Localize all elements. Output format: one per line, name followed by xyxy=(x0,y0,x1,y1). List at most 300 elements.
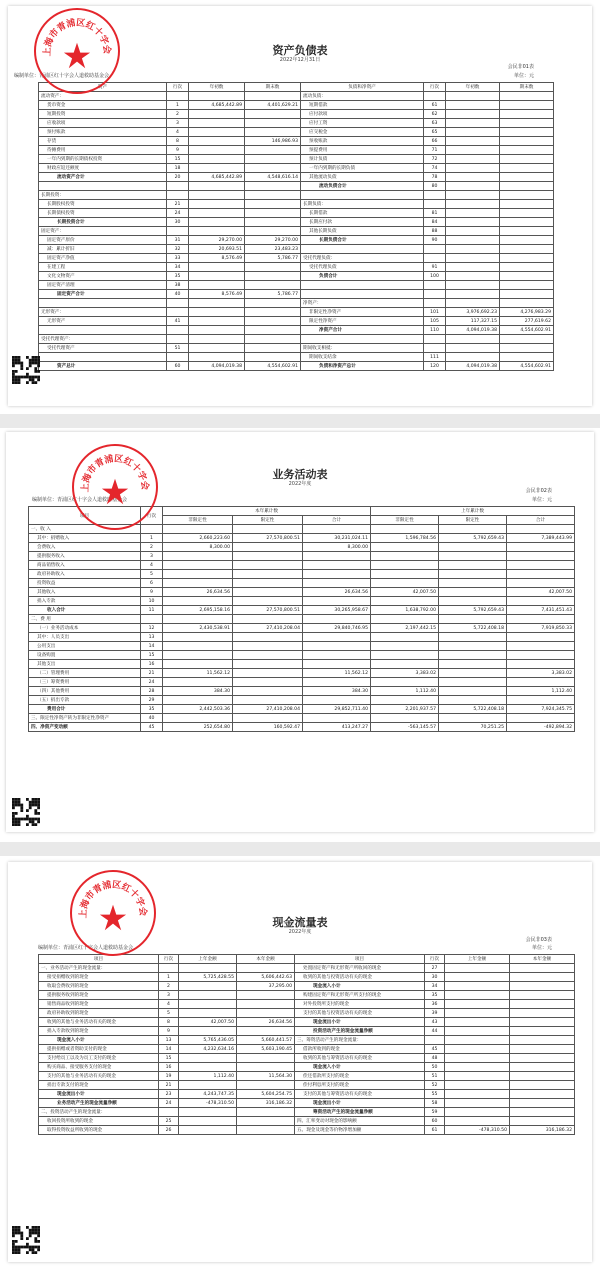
table-cell: 160,592.47 xyxy=(233,723,303,732)
table-cell xyxy=(446,353,500,362)
table-cell xyxy=(189,128,245,137)
table-cell xyxy=(507,543,575,552)
table-cell: 5 xyxy=(159,1009,179,1018)
table-cell: 5,765,436.05 xyxy=(179,1036,237,1045)
table-cell: 5,722,408.18 xyxy=(439,705,507,714)
table-cell xyxy=(237,1000,295,1009)
table-row xyxy=(39,353,554,362)
table-cell: 384.30 xyxy=(303,687,371,696)
table-row xyxy=(39,362,554,371)
table-cell xyxy=(163,570,233,579)
table-cell xyxy=(233,588,303,597)
table-cell: 长期应付款 xyxy=(301,218,424,227)
table-cell: 现金流出小计 xyxy=(39,1090,159,1099)
table-cell xyxy=(159,964,179,973)
col-header: 行次 xyxy=(159,955,179,964)
table-cell: 15 xyxy=(159,1054,179,1063)
seal-graphic xyxy=(36,10,118,92)
table-cell xyxy=(445,1036,510,1045)
table-cell: 长期债权投资 xyxy=(39,209,167,218)
table-cell xyxy=(445,1072,510,1081)
table-cell xyxy=(500,119,554,128)
table-cell xyxy=(439,660,507,669)
table-cell: 限定性净资产 xyxy=(301,317,424,326)
table-cell xyxy=(439,552,507,561)
table-cell: -563,145.57 xyxy=(371,723,439,732)
table-cell: 一、收 入 xyxy=(29,525,141,534)
table-cell xyxy=(446,110,500,119)
table-cell xyxy=(245,227,301,236)
table-cell: 13 xyxy=(141,633,163,642)
table-cell: 政府补助收到的现金 xyxy=(39,1009,159,1018)
table-cell: 58 xyxy=(425,1099,445,1108)
table-cell xyxy=(371,570,439,579)
table-row xyxy=(39,110,554,119)
table-cell xyxy=(179,964,237,973)
table-cell: 24 xyxy=(159,1099,179,1108)
table-cell: 借款所收到的现金 xyxy=(295,1045,425,1054)
table-cell xyxy=(510,991,575,1000)
table-cell xyxy=(233,642,303,651)
cashflow-statement-table xyxy=(38,954,575,1135)
table-cell: 4,094,019.38 xyxy=(446,362,500,371)
table-cell xyxy=(446,299,500,308)
table-cell: 受托代理资产： xyxy=(39,335,167,344)
table-row xyxy=(39,209,554,218)
table-cell: 35 xyxy=(167,272,189,281)
table-cell: 减：累计折旧 xyxy=(39,245,167,254)
table-cell xyxy=(245,317,301,326)
col-header: 负债和净资产 xyxy=(301,83,424,92)
table-cell xyxy=(301,335,424,344)
table-cell xyxy=(424,191,446,200)
table-cell xyxy=(500,173,554,182)
table-cell: 一、业务活动产生的现金流量： xyxy=(39,964,159,973)
table-cell xyxy=(237,1054,295,1063)
table-cell: 80 xyxy=(424,182,446,191)
table-cell xyxy=(510,1018,575,1027)
table-cell: 33 xyxy=(167,254,189,263)
table-cell: 收入合计 xyxy=(29,606,141,615)
table-cell: 存货 xyxy=(39,137,167,146)
table-row xyxy=(39,245,554,254)
table-cell xyxy=(510,1009,575,1018)
table-row xyxy=(29,543,575,552)
table-cell xyxy=(445,1018,510,1027)
table-cell: 现金流入小计 xyxy=(39,1036,159,1045)
table-cell: 30 xyxy=(425,973,445,982)
table-row xyxy=(29,552,575,561)
table-row xyxy=(39,155,554,164)
table-cell xyxy=(371,696,439,705)
table-cell: 受托代理负债 xyxy=(301,263,424,272)
table-cell xyxy=(445,1063,510,1072)
seal-text: 上海市青浦区红十字会 xyxy=(42,18,112,57)
table-cell xyxy=(189,281,245,290)
table-cell: 8,576.49 xyxy=(189,254,245,263)
table-cell xyxy=(371,597,439,606)
table-cell xyxy=(179,1000,237,1009)
table-cell: 2 xyxy=(167,110,189,119)
table-cell xyxy=(179,1054,237,1063)
activity-statement-title: 业务活动表 xyxy=(272,468,328,481)
table-cell xyxy=(167,326,189,335)
balance-sheet-form-no: 会民非01表 xyxy=(507,64,534,70)
table-cell: 23,483.23 xyxy=(245,245,301,254)
table-cell xyxy=(500,245,554,254)
table-cell xyxy=(446,119,500,128)
table-cell xyxy=(500,344,554,353)
table-cell: 26,634.56 xyxy=(163,588,233,597)
table-row xyxy=(39,1126,575,1135)
table-cell xyxy=(189,299,245,308)
table-cell: 30,231,024.11 xyxy=(303,534,371,543)
seal-text: 上海市青浦区红十字会 xyxy=(80,454,150,493)
table-row xyxy=(29,597,575,606)
table-cell: 购买商品、接受服务支付的现金 xyxy=(39,1063,159,1072)
table-cell xyxy=(445,1054,510,1063)
table-cell xyxy=(446,200,500,209)
table-cell xyxy=(245,128,301,137)
table-cell xyxy=(446,92,500,101)
table-row xyxy=(39,254,554,263)
table-cell: 5,604,254.75 xyxy=(237,1090,295,1099)
col-header: 年初数 xyxy=(446,83,500,92)
table-cell xyxy=(446,263,500,272)
table-cell xyxy=(237,991,295,1000)
table-row xyxy=(29,624,575,633)
table-row xyxy=(29,723,575,732)
table-row xyxy=(39,1099,575,1108)
table-cell: 63 xyxy=(424,119,446,128)
table-cell xyxy=(439,561,507,570)
table-cell: 5,786.77 xyxy=(245,290,301,299)
table-row xyxy=(29,642,575,651)
col-header: 行次 xyxy=(424,83,446,92)
table-row xyxy=(39,200,554,209)
table-cell: 29,270.00 xyxy=(189,236,245,245)
table-cell xyxy=(371,525,439,534)
table-cell: 27 xyxy=(425,964,445,973)
table-cell: 捐出专款支付的现金 xyxy=(39,1081,159,1090)
table-cell: 14 xyxy=(159,1045,179,1054)
table-cell xyxy=(245,263,301,272)
table-cell xyxy=(189,191,245,200)
table-cell: 长期负债： xyxy=(301,200,424,209)
table-cell: 81 xyxy=(424,209,446,218)
table-cell xyxy=(371,660,439,669)
table-cell xyxy=(159,1108,179,1117)
table-cell: 2 xyxy=(159,982,179,991)
table-row xyxy=(29,579,575,588)
table-cell xyxy=(233,660,303,669)
table-cell: 66 xyxy=(424,137,446,146)
table-cell: 销售商品收到的现金 xyxy=(39,1000,159,1009)
table-cell xyxy=(189,92,245,101)
table-cell xyxy=(445,973,510,982)
table-cell: 投资收益 xyxy=(29,579,141,588)
table-cell xyxy=(245,353,301,362)
table-cell: 1,596,784.56 xyxy=(371,534,439,543)
table-row xyxy=(39,317,554,326)
table-cell xyxy=(510,982,575,991)
table-cell: 捐入专款 xyxy=(29,597,141,606)
table-cell: 2,660,223.60 xyxy=(163,534,233,543)
table-cell: 费用合计 xyxy=(29,705,141,714)
table-cell xyxy=(163,696,233,705)
table-cell: 长期借款 xyxy=(301,209,424,218)
table-cell xyxy=(303,678,371,687)
table-cell xyxy=(500,227,554,236)
table-cell xyxy=(500,191,554,200)
table-cell xyxy=(446,245,500,254)
table-cell: 37,295.00 xyxy=(237,982,295,991)
table-cell xyxy=(371,651,439,660)
table-cell: 受托代理资产 xyxy=(39,344,167,353)
table-cell xyxy=(510,1036,575,1045)
table-cell: 90 xyxy=(424,236,446,245)
table-row xyxy=(39,1117,575,1126)
red-seal-stamp xyxy=(34,8,120,94)
table-cell xyxy=(237,1108,295,1117)
table-cell: 4,243,747.35 xyxy=(179,1090,237,1099)
table-cell: 1,638,792.00 xyxy=(371,606,439,615)
table-cell xyxy=(439,669,507,678)
table-cell xyxy=(439,579,507,588)
table-cell xyxy=(167,92,189,101)
table-cell: 8 xyxy=(159,1018,179,1027)
table-cell: 29,840,746.95 xyxy=(303,624,371,633)
table-cell: 其他长期负债 xyxy=(301,227,424,236)
table-cell: 货币资金 xyxy=(39,101,167,110)
table-row xyxy=(39,191,554,200)
table-cell xyxy=(245,200,301,209)
table-cell xyxy=(303,570,371,579)
table-cell: 32 xyxy=(167,245,189,254)
table-cell xyxy=(245,155,301,164)
table-cell xyxy=(445,1081,510,1090)
table-cell: 3,383.02 xyxy=(507,669,575,678)
table-cell: 27,570,800.51 xyxy=(233,606,303,615)
table-cell: 14 xyxy=(141,642,163,651)
table-cell: 长期投资合计 xyxy=(39,218,167,227)
table-cell: （二）管理费用 xyxy=(29,669,141,678)
table-cell xyxy=(163,678,233,687)
col-prior-restricted: 限定性 xyxy=(439,516,507,525)
table-cell xyxy=(424,299,446,308)
table-cell xyxy=(445,991,510,1000)
table-cell xyxy=(439,597,507,606)
table-row xyxy=(39,344,554,353)
table-cell xyxy=(237,1009,295,1018)
table-cell xyxy=(233,615,303,624)
col-header: 项目 xyxy=(295,955,425,964)
col-restricted: 限定性 xyxy=(233,516,303,525)
table-row xyxy=(39,290,554,299)
table-cell xyxy=(39,353,167,362)
table-cell: 413,247.27 xyxy=(303,723,371,732)
table-cell: 117,327.15 xyxy=(446,317,500,326)
table-cell: 35 xyxy=(141,705,163,714)
table-cell: 公用支出 xyxy=(29,642,141,651)
table-cell: 现金流入小计 xyxy=(295,1063,425,1072)
table-cell xyxy=(167,191,189,200)
table-cell xyxy=(179,1027,237,1036)
table-row xyxy=(39,281,554,290)
table-cell: 无形资产： xyxy=(39,308,167,317)
table-cell xyxy=(507,660,575,669)
table-cell: 待摊费用 xyxy=(39,146,167,155)
table-cell: 1,112.40 xyxy=(179,1072,237,1081)
table-row xyxy=(39,128,554,137)
table-cell: （五）捐出专款 xyxy=(29,696,141,705)
table-cell xyxy=(510,973,575,982)
table-cell: 7,389,443.99 xyxy=(507,534,575,543)
table-cell: 应付工资 xyxy=(301,119,424,128)
col-header: 期末数 xyxy=(245,83,301,92)
table-cell xyxy=(510,964,575,973)
table-cell: 4 xyxy=(141,561,163,570)
table-cell xyxy=(245,110,301,119)
table-cell: 流动资产合计 xyxy=(39,173,167,182)
table-cell: 捐入专款收到的现金 xyxy=(39,1027,159,1036)
table-cell xyxy=(233,687,303,696)
table-cell: 11,562.12 xyxy=(303,669,371,678)
activity-statement-period: 2022年度 xyxy=(288,481,312,487)
table-row xyxy=(39,164,554,173)
table-cell: 非限定性净资产 xyxy=(301,308,424,317)
table-cell: 16 xyxy=(159,1063,179,1072)
table-row xyxy=(39,218,554,227)
table-cell: 52 xyxy=(425,1081,445,1090)
table-cell: 4,401,629.21 xyxy=(245,101,301,110)
table-cell xyxy=(167,308,189,317)
table-cell xyxy=(163,561,233,570)
table-cell: 20 xyxy=(167,173,189,182)
col-header: 行次 xyxy=(425,955,445,964)
table-cell xyxy=(507,561,575,570)
table-cell xyxy=(179,1063,237,1072)
table-cell xyxy=(439,615,507,624)
table-cell xyxy=(510,1090,575,1099)
table-cell xyxy=(507,579,575,588)
table-row xyxy=(39,326,554,335)
table-cell: 84 xyxy=(424,218,446,227)
table-cell xyxy=(500,92,554,101)
table-cell xyxy=(245,308,301,317)
table-cell xyxy=(439,642,507,651)
table-cell: 6 xyxy=(141,579,163,588)
table-cell xyxy=(179,1009,237,1018)
table-cell xyxy=(189,272,245,281)
table-cell xyxy=(510,1081,575,1090)
table-cell xyxy=(245,164,301,173)
table-row xyxy=(29,615,575,624)
table-cell: 5,792,659.43 xyxy=(439,534,507,543)
cashflow-statement-title: 现金流量表 xyxy=(272,916,328,929)
table-cell: -478,310.50 xyxy=(179,1099,237,1108)
table-cell: 11,562.12 xyxy=(163,669,233,678)
table-cell xyxy=(189,263,245,272)
table-cell: 支付的其他与筹资活动有关的现金 xyxy=(295,1090,425,1099)
table-cell: 5,786.77 xyxy=(245,254,301,263)
table-cell: 27,410,208.04 xyxy=(233,624,303,633)
table-cell xyxy=(189,218,245,227)
table-cell: 其中：人员支出 xyxy=(29,633,141,642)
page-separator xyxy=(0,414,600,428)
table-row xyxy=(29,660,575,669)
table-cell xyxy=(439,678,507,687)
table-cell: 处置固定资产和无形资产所收回的现金 xyxy=(295,964,425,973)
table-cell xyxy=(303,597,371,606)
table-cell xyxy=(500,281,554,290)
table-cell xyxy=(439,651,507,660)
table-cell xyxy=(510,1045,575,1054)
table-cell: 11,564.30 xyxy=(237,1072,295,1081)
col-header: 行次 xyxy=(167,83,189,92)
table-cell: 5,660,441.57 xyxy=(237,1036,295,1045)
table-cell: 其中：捐赠收入 xyxy=(29,534,141,543)
table-cell: 筹资活动产生的现金流量净额 xyxy=(295,1108,425,1117)
table-cell: 9 xyxy=(159,1027,179,1036)
table-cell: 100 xyxy=(424,272,446,281)
table-cell xyxy=(371,642,439,651)
table-cell: 36 xyxy=(425,1000,445,1009)
table-cell xyxy=(439,687,507,696)
table-cell xyxy=(189,164,245,173)
table-cell xyxy=(500,155,554,164)
table-cell xyxy=(233,525,303,534)
table-row xyxy=(29,705,575,714)
table-cell xyxy=(445,1117,510,1126)
table-cell xyxy=(445,1045,510,1054)
table-cell xyxy=(446,227,500,236)
table-cell: 4 xyxy=(167,128,189,137)
table-cell xyxy=(303,642,371,651)
table-cell: 51 xyxy=(167,344,189,353)
table-cell: 8,300.00 xyxy=(163,543,233,552)
table-cell: 一年内到期的长期负债 xyxy=(301,164,424,173)
table-cell: 111 xyxy=(424,353,446,362)
table-cell xyxy=(233,561,303,570)
table-cell xyxy=(141,615,163,624)
col-prior-unrestricted: 非限定性 xyxy=(371,516,439,525)
table-cell xyxy=(424,344,446,353)
table-cell xyxy=(446,101,500,110)
table-cell xyxy=(446,173,500,182)
table-cell xyxy=(507,633,575,642)
table-cell: 预付账款 xyxy=(39,128,167,137)
table-cell: 384.30 xyxy=(163,687,233,696)
table-cell xyxy=(301,290,424,299)
table-cell: 7,431,451.43 xyxy=(507,606,575,615)
table-cell xyxy=(371,552,439,561)
table-cell xyxy=(507,615,575,624)
table-cell xyxy=(500,209,554,218)
red-seal-stamp xyxy=(70,870,156,956)
table-cell: 设备购置 xyxy=(29,651,141,660)
table-cell: 3 xyxy=(167,119,189,128)
table-cell: 27,410,208.04 xyxy=(233,705,303,714)
table-cell: 277,619.62 xyxy=(500,317,554,326)
table-cell xyxy=(245,182,301,191)
table-cell xyxy=(189,308,245,317)
table-cell xyxy=(189,353,245,362)
table-cell xyxy=(439,588,507,597)
table-cell: 26,634.56 xyxy=(237,1018,295,1027)
table-cell: 23 xyxy=(159,1090,179,1099)
table-cell: 42,007.50 xyxy=(507,588,575,597)
